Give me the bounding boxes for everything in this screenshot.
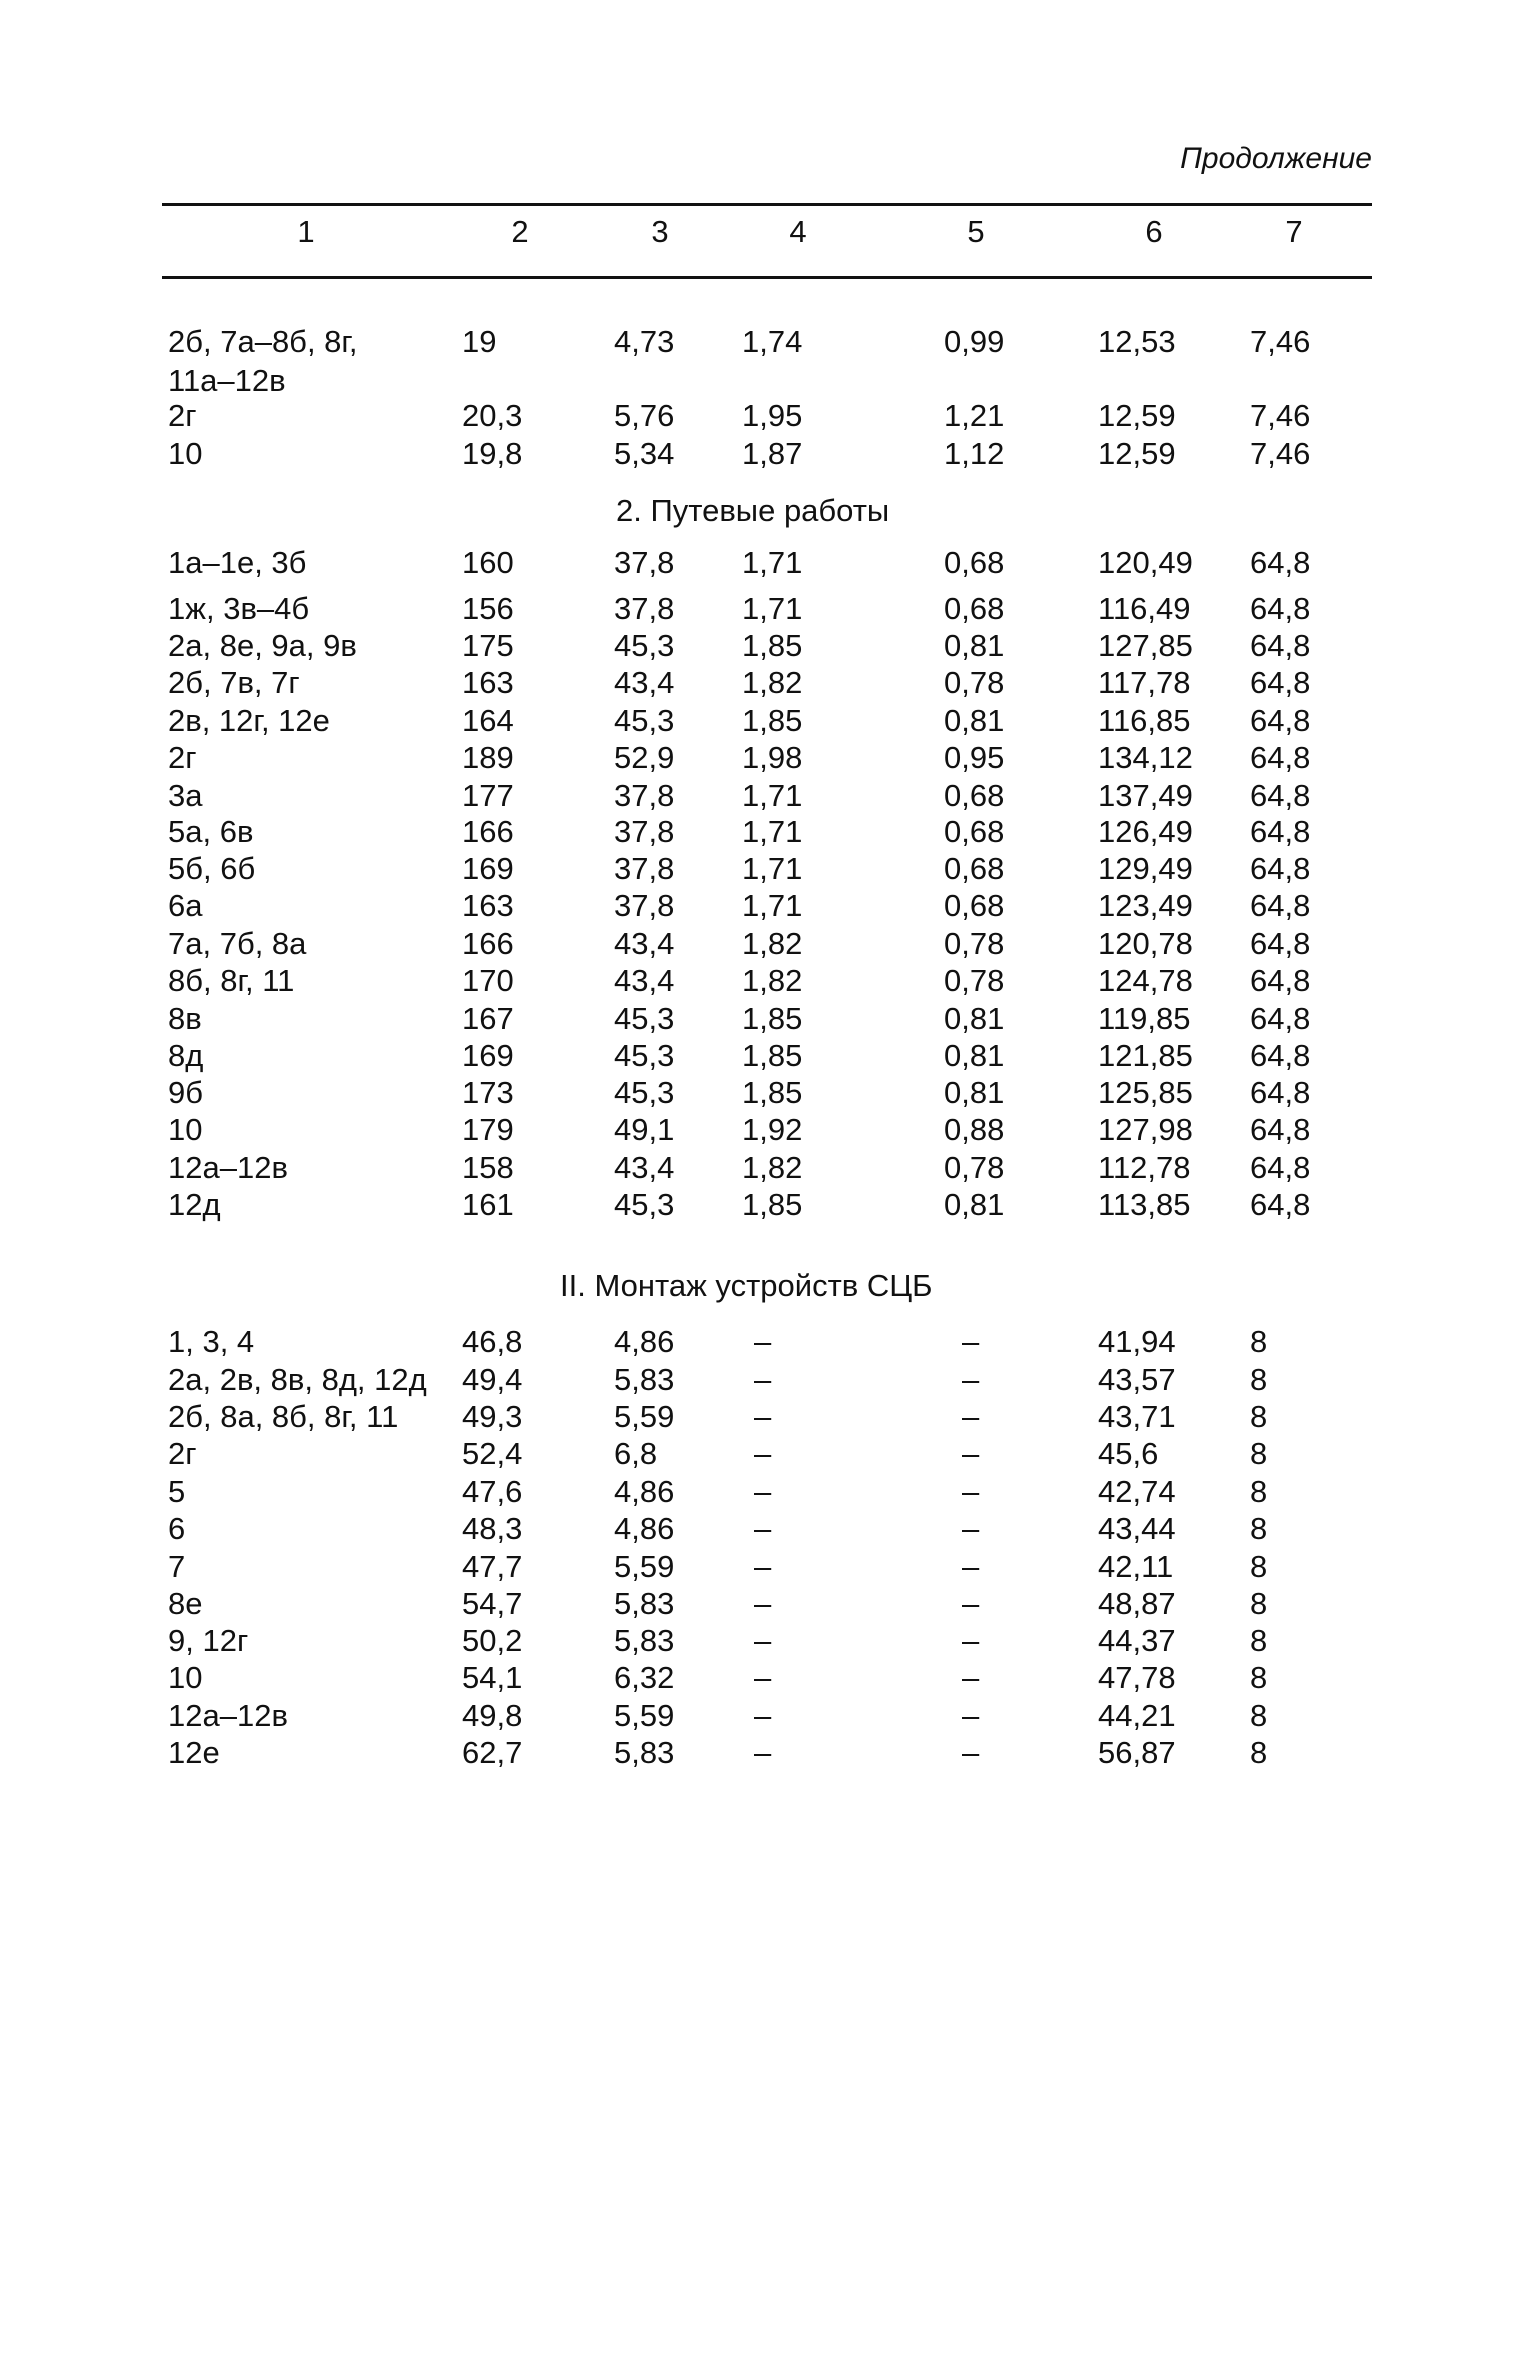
- value-col-3: 45,3: [614, 703, 675, 738]
- value-col-6: 117,78: [1098, 665, 1191, 700]
- value-col-5: 0,78: [944, 926, 1005, 961]
- value-col-4: 1,71: [742, 545, 803, 580]
- value-col-6: 12,59: [1098, 398, 1176, 433]
- value-col-7: 8: [1250, 1362, 1268, 1397]
- row-label: 10: [168, 1112, 203, 1147]
- value-col-2: 50,2: [462, 1623, 523, 1658]
- value-col-4: 1,71: [742, 778, 803, 813]
- value-col-2: 170: [462, 963, 514, 998]
- value-col-7: 64,8: [1250, 888, 1311, 923]
- value-col-6: 43,44: [1098, 1511, 1176, 1546]
- value-col-3: 4,86: [614, 1324, 675, 1359]
- row-label: 6а: [168, 888, 203, 923]
- value-col-4: –: [754, 1436, 772, 1471]
- column-header-6: 6: [1145, 214, 1163, 249]
- value-col-2: 156: [462, 591, 514, 626]
- value-col-2: 169: [462, 1038, 514, 1073]
- value-col-2: 52,4: [462, 1436, 523, 1471]
- value-col-3: 45,3: [614, 1187, 675, 1222]
- value-col-6: 123,49: [1098, 888, 1193, 923]
- value-col-4: 1,82: [742, 1150, 803, 1185]
- value-col-7: 7,46: [1250, 324, 1311, 359]
- row-label: 2г: [168, 398, 197, 433]
- value-col-7: 64,8: [1250, 1112, 1311, 1147]
- value-col-4: 1,85: [742, 628, 803, 663]
- value-col-2: 49,8: [462, 1698, 523, 1733]
- value-col-4: 1,85: [742, 1187, 803, 1222]
- value-col-7: 64,8: [1250, 740, 1311, 775]
- value-col-4: –: [754, 1549, 772, 1584]
- value-col-2: 19: [462, 324, 497, 359]
- value-col-3: 37,8: [614, 591, 675, 626]
- row-label: 2г: [168, 740, 197, 775]
- value-col-3: 4,86: [614, 1474, 675, 1509]
- value-col-7: 64,8: [1250, 703, 1311, 738]
- value-col-5: –: [962, 1549, 980, 1584]
- value-col-5: –: [962, 1623, 980, 1658]
- value-col-3: 5,83: [614, 1586, 675, 1621]
- column-header-2: 2: [511, 214, 529, 249]
- row-label: 10: [168, 436, 203, 471]
- value-col-5: –: [962, 1324, 980, 1359]
- value-col-2: 164: [462, 703, 514, 738]
- value-col-3: 37,8: [614, 545, 675, 580]
- value-col-4: 1,85: [742, 1075, 803, 1110]
- value-col-3: 5,83: [614, 1623, 675, 1658]
- row-label: 5а, 6в: [168, 814, 254, 849]
- row-label: 7: [168, 1549, 186, 1584]
- value-col-3: 5,59: [614, 1549, 675, 1584]
- value-col-2: 20,3: [462, 398, 523, 433]
- value-col-6: 44,21: [1098, 1698, 1176, 1733]
- value-col-3: 43,4: [614, 926, 675, 961]
- value-col-5: 0,78: [944, 963, 1005, 998]
- value-col-7: 8: [1250, 1436, 1268, 1471]
- value-col-4: –: [754, 1362, 772, 1397]
- value-col-2: 19,8: [462, 436, 523, 471]
- value-col-2: 177: [462, 778, 514, 813]
- value-col-2: 46,8: [462, 1324, 523, 1359]
- row-label: 9, 12г: [168, 1623, 249, 1658]
- value-col-6: 56,87: [1098, 1735, 1176, 1770]
- value-col-2: 47,6: [462, 1474, 523, 1509]
- value-col-4: –: [754, 1399, 772, 1434]
- value-col-3: 6,32: [614, 1660, 675, 1695]
- value-col-7: 64,8: [1250, 1001, 1311, 1036]
- value-col-2: 48,3: [462, 1511, 523, 1546]
- value-col-4: 1,87: [742, 436, 803, 471]
- value-col-4: –: [754, 1586, 772, 1621]
- value-col-6: 42,74: [1098, 1474, 1176, 1509]
- column-header-5: 5: [967, 214, 985, 249]
- value-col-2: 163: [462, 888, 514, 923]
- value-col-5: 0,68: [944, 545, 1005, 580]
- value-col-4: –: [754, 1511, 772, 1546]
- value-col-7: 64,8: [1250, 591, 1311, 626]
- value-col-5: –: [962, 1436, 980, 1471]
- value-col-2: 161: [462, 1187, 514, 1222]
- value-col-6: 43,71: [1098, 1399, 1176, 1434]
- value-col-7: 7,46: [1250, 398, 1311, 433]
- value-col-2: 179: [462, 1112, 514, 1147]
- value-col-7: 8: [1250, 1698, 1268, 1733]
- row-label: 12е: [168, 1735, 220, 1770]
- value-col-4: –: [754, 1623, 772, 1658]
- column-header-3: 3: [651, 214, 669, 249]
- value-col-6: 113,85: [1098, 1187, 1191, 1222]
- row-label: 2г: [168, 1436, 197, 1471]
- value-col-6: 134,12: [1098, 740, 1193, 775]
- row-label: 2в, 12г, 12е: [168, 703, 330, 738]
- value-col-4: 1,71: [742, 851, 803, 886]
- value-col-6: 127,85: [1098, 628, 1193, 663]
- value-col-4: –: [754, 1735, 772, 1770]
- row-label: 8в: [168, 1001, 202, 1036]
- value-col-2: 166: [462, 814, 514, 849]
- value-col-4: 1,71: [742, 814, 803, 849]
- value-col-2: 163: [462, 665, 514, 700]
- row-label: 12д: [168, 1187, 221, 1222]
- section-title: 2. Путевые работы: [616, 493, 890, 528]
- value-col-6: 127,98: [1098, 1112, 1193, 1147]
- value-col-4: –: [754, 1660, 772, 1695]
- value-col-4: –: [754, 1324, 772, 1359]
- row-label: 1ж, 3в–4б: [168, 591, 310, 626]
- value-col-7: 8: [1250, 1623, 1268, 1658]
- value-col-3: 5,83: [614, 1735, 675, 1770]
- value-col-3: 49,1: [614, 1112, 675, 1147]
- value-col-7: 64,8: [1250, 1075, 1311, 1110]
- row-label: 3а: [168, 778, 203, 813]
- value-col-4: 1,85: [742, 703, 803, 738]
- value-col-5: –: [962, 1660, 980, 1695]
- row-label: 5: [168, 1474, 186, 1509]
- value-col-3: 5,83: [614, 1362, 675, 1397]
- value-col-2: 54,1: [462, 1660, 523, 1695]
- value-col-4: 1,98: [742, 740, 803, 775]
- value-col-6: 42,11: [1098, 1549, 1174, 1584]
- value-col-3: 43,4: [614, 1150, 675, 1185]
- value-col-5: 0,81: [944, 1001, 1005, 1036]
- value-col-5: 0,81: [944, 1075, 1005, 1110]
- value-col-2: 160: [462, 545, 514, 580]
- value-col-5: 1,21: [944, 398, 1005, 433]
- value-col-3: 5,34: [614, 436, 675, 471]
- value-col-7: 8: [1250, 1324, 1268, 1359]
- column-header-1: 1: [297, 214, 315, 249]
- row-label: 7а, 7б, 8а: [168, 926, 307, 961]
- value-col-3: 37,8: [614, 778, 675, 813]
- value-col-3: 52,9: [614, 740, 675, 775]
- value-col-6: 112,78: [1098, 1150, 1191, 1185]
- value-col-7: 8: [1250, 1549, 1268, 1584]
- value-col-6: 43,57: [1098, 1362, 1176, 1397]
- row-label: 2а, 2в, 8в, 8д, 12д: [168, 1362, 427, 1397]
- value-col-5: 0,95: [944, 740, 1005, 775]
- value-col-2: 49,3: [462, 1399, 523, 1434]
- value-col-4: –: [754, 1698, 772, 1733]
- value-col-2: 54,7: [462, 1586, 523, 1621]
- value-col-7: 64,8: [1250, 545, 1311, 580]
- row-label: 6: [168, 1511, 186, 1546]
- row-label: 8б, 8г, 11: [168, 963, 295, 998]
- value-col-4: 1,82: [742, 665, 803, 700]
- value-col-7: 64,8: [1250, 665, 1311, 700]
- value-col-7: 64,8: [1250, 963, 1311, 998]
- value-col-2: 158: [462, 1150, 514, 1185]
- value-col-2: 49,4: [462, 1362, 523, 1397]
- row-label: 11а–12в: [168, 363, 286, 398]
- column-header-7: 7: [1285, 214, 1303, 249]
- value-col-2: 173: [462, 1075, 514, 1110]
- value-col-5: 0,68: [944, 591, 1005, 626]
- value-col-7: 8: [1250, 1474, 1268, 1509]
- value-col-2: 169: [462, 851, 514, 886]
- value-col-6: 126,49: [1098, 814, 1193, 849]
- value-col-6: 48,87: [1098, 1586, 1176, 1621]
- value-col-5: 0,68: [944, 888, 1005, 923]
- value-col-7: 64,8: [1250, 1038, 1311, 1073]
- value-col-7: 7,46: [1250, 436, 1311, 471]
- value-col-5: 0,68: [944, 778, 1005, 813]
- value-col-4: 1,82: [742, 926, 803, 961]
- row-label: 2б, 8а, 8б, 8г, 11: [168, 1399, 399, 1434]
- value-col-3: 37,8: [614, 851, 675, 886]
- value-col-2: 62,7: [462, 1735, 523, 1770]
- value-col-3: 37,8: [614, 814, 675, 849]
- value-col-3: 6,8: [614, 1436, 658, 1471]
- value-col-3: 45,3: [614, 1075, 675, 1110]
- value-col-6: 124,78: [1098, 963, 1193, 998]
- row-label: 1а–1е, 3б: [168, 545, 307, 580]
- value-col-6: 121,85: [1098, 1038, 1193, 1073]
- row-label: 2а, 8е, 9а, 9в: [168, 628, 357, 663]
- row-label: 2б, 7в, 7г: [168, 665, 300, 700]
- header-top-rule: [162, 203, 1372, 206]
- value-col-4: 1,92: [742, 1112, 803, 1147]
- row-label: 12а–12в: [168, 1150, 288, 1185]
- value-col-5: 0,78: [944, 665, 1005, 700]
- value-col-5: 0,88: [944, 1112, 1005, 1147]
- value-col-6: 41,94: [1098, 1324, 1176, 1359]
- value-col-4: 1,82: [742, 963, 803, 998]
- value-col-3: 4,73: [614, 324, 675, 359]
- value-col-5: 0,99: [944, 324, 1005, 359]
- continuation-caption: Продолжение: [1180, 142, 1372, 175]
- value-col-5: –: [962, 1698, 980, 1733]
- row-label: 2б, 7а–8б, 8г,: [168, 324, 358, 359]
- value-col-5: 0,68: [944, 851, 1005, 886]
- value-col-2: 175: [462, 628, 514, 663]
- value-col-7: 64,8: [1250, 926, 1311, 961]
- value-col-4: 1,85: [742, 1038, 803, 1073]
- value-col-3: 5,76: [614, 398, 675, 433]
- value-col-3: 4,86: [614, 1511, 675, 1546]
- value-col-7: 8: [1250, 1399, 1268, 1434]
- header-bottom-rule: [162, 276, 1372, 279]
- row-label: 8е: [168, 1586, 203, 1621]
- value-col-4: 1,71: [742, 888, 803, 923]
- value-col-2: 47,7: [462, 1549, 523, 1584]
- value-col-5: 0,81: [944, 703, 1005, 738]
- value-col-4: 1,74: [742, 324, 803, 359]
- value-col-3: 45,3: [614, 1038, 675, 1073]
- value-col-7: 64,8: [1250, 814, 1311, 849]
- value-col-6: 137,49: [1098, 778, 1193, 813]
- value-col-5: –: [962, 1735, 980, 1770]
- value-col-6: 12,59: [1098, 436, 1176, 471]
- value-col-4: 1,71: [742, 591, 803, 626]
- value-col-6: 12,53: [1098, 324, 1176, 359]
- row-label: 9б: [168, 1075, 203, 1110]
- value-col-7: 8: [1250, 1735, 1268, 1770]
- row-label: 1, 3, 4: [168, 1324, 255, 1359]
- value-col-3: 5,59: [614, 1399, 675, 1434]
- value-col-2: 166: [462, 926, 514, 961]
- value-col-7: 8: [1250, 1660, 1268, 1695]
- value-col-3: 43,4: [614, 963, 675, 998]
- value-col-4: 1,85: [742, 1001, 803, 1036]
- value-col-5: 0,81: [944, 1187, 1005, 1222]
- value-col-7: 8: [1250, 1511, 1268, 1546]
- value-col-6: 116,85: [1098, 703, 1191, 738]
- row-label: 12а–12в: [168, 1698, 288, 1733]
- column-header-4: 4: [789, 214, 807, 249]
- value-col-5: 1,12: [944, 436, 1005, 471]
- value-col-5: 0,68: [944, 814, 1005, 849]
- value-col-6: 125,85: [1098, 1075, 1193, 1110]
- value-col-5: –: [962, 1586, 980, 1621]
- value-col-6: 119,85: [1098, 1001, 1191, 1036]
- value-col-3: 45,3: [614, 1001, 675, 1036]
- value-col-6: 129,49: [1098, 851, 1193, 886]
- value-col-5: 0,81: [944, 1038, 1005, 1073]
- value-col-7: 64,8: [1250, 1187, 1311, 1222]
- row-label: 10: [168, 1660, 203, 1695]
- value-col-7: 64,8: [1250, 851, 1311, 886]
- row-label: 5б, 6б: [168, 851, 256, 886]
- value-col-5: –: [962, 1511, 980, 1546]
- value-col-4: –: [754, 1474, 772, 1509]
- value-col-6: 120,78: [1098, 926, 1193, 961]
- value-col-7: 64,8: [1250, 778, 1311, 813]
- value-col-6: 116,49: [1098, 591, 1191, 626]
- value-col-5: –: [962, 1399, 980, 1434]
- row-label: 8д: [168, 1038, 204, 1073]
- value-col-7: 64,8: [1250, 1150, 1311, 1185]
- value-col-5: –: [962, 1474, 980, 1509]
- value-col-2: 167: [462, 1001, 514, 1036]
- value-col-7: 64,8: [1250, 628, 1311, 663]
- value-col-3: 45,3: [614, 628, 675, 663]
- value-col-5: 0,78: [944, 1150, 1005, 1185]
- value-col-2: 189: [462, 740, 514, 775]
- value-col-6: 120,49: [1098, 545, 1193, 580]
- section-title: II. Монтаж устройств СЦБ: [560, 1268, 933, 1303]
- value-col-3: 5,59: [614, 1698, 675, 1733]
- value-col-6: 44,37: [1098, 1623, 1176, 1658]
- value-col-6: 45,6: [1098, 1436, 1159, 1471]
- value-col-7: 8: [1250, 1586, 1268, 1621]
- value-col-5: –: [962, 1362, 980, 1397]
- value-col-3: 37,8: [614, 888, 675, 923]
- value-col-3: 43,4: [614, 665, 675, 700]
- value-col-6: 47,78: [1098, 1660, 1176, 1695]
- value-col-4: 1,95: [742, 398, 803, 433]
- value-col-5: 0,81: [944, 628, 1005, 663]
